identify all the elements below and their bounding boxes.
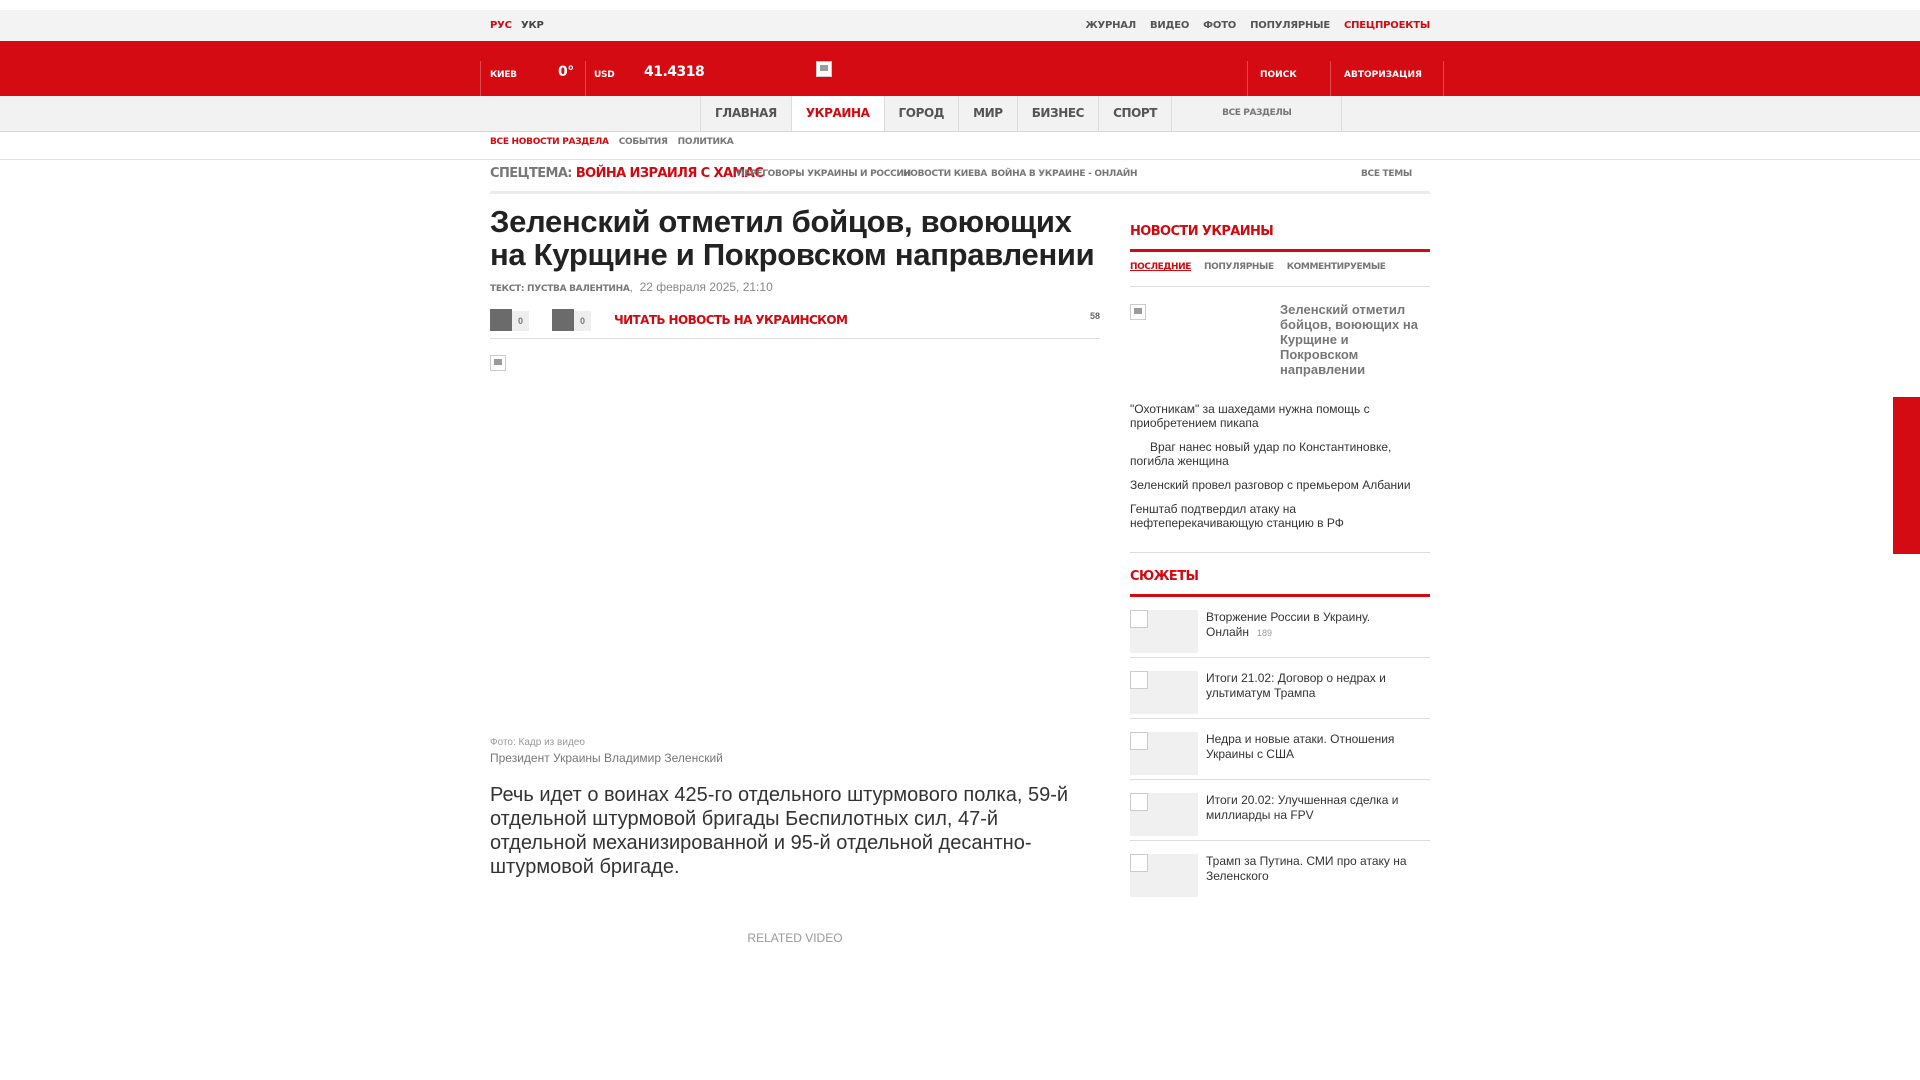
news-list [1130, 402, 1430, 553]
facebook-share-icon[interactable] [490, 309, 512, 331]
top-link-popular[interactable]: ПОПУЛЯРНЫЕ [1250, 20, 1330, 31]
news-tabs [1130, 252, 1430, 287]
lang-rus-link[interactable]: РУС [490, 20, 512, 31]
top-links [1085, 20, 1430, 31]
weather-city: КИЕВ [490, 70, 517, 80]
top-link-journal[interactable]: ЖУРНАЛ [1085, 20, 1136, 31]
broken-image-icon [490, 355, 506, 371]
share-count: 0 [512, 311, 529, 331]
nav-ukraine[interactable]: УКРАИНА [791, 96, 884, 131]
subnav-all-news[interactable]: ВСЕ НОВОСТИ РАЗДЕЛА [490, 137, 609, 147]
story-title[interactable] [1206, 610, 1430, 641]
all-topics-link[interactable]: ВСЕ ТЕМЫ [1361, 169, 1412, 179]
story-thumbnail[interactable] [1130, 793, 1198, 836]
main-nav-items [700, 96, 1342, 131]
story-item[interactable] [1130, 719, 1430, 780]
stories-block [1130, 569, 1430, 902]
topic-link-negotiations[interactable]: ПЕРЕГОВОРЫ УКРАИНЫ И РОССИИ [737, 169, 911, 179]
views-count: 58 [1089, 311, 1100, 321]
story-thumbnail[interactable] [1130, 610, 1198, 653]
article-byline: ТЕКСТ: ПУСТВА ВАЛЕНТИНА, 22 февраля 2025, 21:10 [490, 280, 773, 294]
currency-label: USD [594, 70, 615, 80]
nav-all-sections[interactable]: ВСЕ РАЗДЕЛЫ [1171, 96, 1342, 131]
article-photo [490, 355, 1100, 735]
section-subnav [490, 137, 733, 147]
header-divider [1443, 61, 1444, 96]
subnav-events[interactable]: СОБЫТИЯ [618, 137, 668, 147]
story-title[interactable]: Трамп за Путина. СМИ про атаку на Зеленского [1206, 854, 1407, 883]
special-topic-prefix: СПЕЦТЕМА: [490, 166, 572, 181]
share-count: 0 [574, 311, 591, 331]
story-title[interactable]: Итоги 20.02: Улучшенная сделка и миллиарды на FPV [1206, 793, 1399, 822]
special-topic-label [490, 166, 763, 181]
article [490, 205, 1100, 945]
divider [0, 159, 1920, 160]
language-bar [0, 10, 1920, 41]
ukraine-news-title[interactable]: НОВОСТИ УКРАИНЫ [1130, 224, 1430, 252]
nav-city[interactable]: ГОРОД [884, 96, 959, 131]
top-gap [0, 0, 1920, 10]
header-divider [1330, 61, 1331, 96]
list-item[interactable]: Зеленский провел разговор с премьером Албании [1130, 478, 1411, 492]
auth-button[interactable]: АВТОРИЗАЦИЯ [1344, 70, 1422, 80]
top-link-photo[interactable]: ФОТО [1203, 20, 1237, 31]
article-title: Зеленский отметил бойцов, воюющих на Курщине и Покровском направлении [490, 204, 1095, 272]
topic-link-war-online[interactable]: ВОЙНА В УКРАИНЕ - ОНЛАЙН [991, 169, 1138, 179]
story-item[interactable] [1130, 658, 1430, 719]
special-topics-bar [490, 166, 1430, 194]
tab-latest[interactable]: ПОСЛЕДНИЕ [1130, 262, 1192, 272]
tab-commented[interactable]: КОММЕНТИРУЕМЫЕ [1286, 262, 1386, 272]
side-feedback-tab[interactable] [1893, 397, 1920, 554]
subnav-politics[interactable]: ПОЛИТИКА [677, 137, 734, 147]
article-author[interactable]: ТЕКСТ: ПУСТВА ВАЛЕНТИНА [490, 284, 630, 294]
top-link-specprojects[interactable]: СПЕЦПРОЕКТЫ [1343, 20, 1430, 31]
photo-caption: Президент Украины Владимир Зеленский [490, 751, 723, 765]
featured-news[interactable] [1130, 287, 1430, 402]
stories-title[interactable]: СЮЖЕТЫ [1130, 569, 1430, 597]
search-button[interactable]: ПОИСК [1260, 70, 1297, 80]
site-logo-icon[interactable] [816, 61, 832, 77]
article-date: 22 февраля 2025, 21:10 [639, 280, 773, 294]
nav-business[interactable]: БИЗНЕС [1017, 96, 1098, 131]
list-item[interactable]: "Охотникам" за шахедами нужна помощь с приобретением пикапа [1130, 402, 1370, 430]
story-title[interactable]: Итоги 21.02: Договор о недрах и ультиматум Трампа [1206, 671, 1386, 700]
story-thumbnail[interactable] [1130, 732, 1198, 775]
top-link-video[interactable]: ВИДЕО [1149, 20, 1190, 31]
story-thumbnail[interactable] [1130, 854, 1198, 897]
main-nav [0, 96, 1920, 132]
header-divider [1247, 61, 1248, 96]
photo-credit: Фото: Кадр из видео [490, 737, 585, 748]
telegram-share-icon[interactable] [552, 309, 574, 331]
read-in-ukrainian-link[interactable]: ЧИТАТЬ НОВОСТЬ НА УКРАИНСКОМ [614, 313, 848, 327]
related-video-label: RELATED VIDEO [747, 931, 843, 945]
share-row [490, 309, 1100, 339]
nav-sport[interactable]: СПОРТ [1098, 96, 1171, 131]
story-item[interactable] [1130, 780, 1430, 841]
topic-link-kyiv-news[interactable]: НОВОСТИ КИЕВА [903, 169, 988, 179]
story-item[interactable] [1130, 597, 1430, 658]
list-item[interactable]: Генштаб подтвердил атаку на нефтеперекачивающую станцию в РФ [1130, 502, 1344, 530]
featured-news-title[interactable]: Зеленский отметил бойцов, воюющих на Курщине и Покровском направлении [1280, 302, 1418, 377]
sidebar [1130, 224, 1430, 902]
lang-ukr-link[interactable]: УКР [521, 20, 544, 31]
nav-world[interactable]: МИР [958, 96, 1017, 131]
tab-popular[interactable]: ПОПУЛЯРНЫЕ [1204, 262, 1274, 272]
header-divider [480, 61, 481, 96]
story-count: 189 [1256, 628, 1272, 638]
weather-temperature: 0° [558, 64, 574, 80]
story-item[interactable] [1130, 841, 1430, 902]
site-header [0, 41, 1920, 96]
header-divider [585, 61, 586, 96]
story-title-text[interactable]: Вторжение России в Украину. Онлайн [1206, 610, 1371, 639]
article-lead: Речь идет о воинах 425-го отдельного штурмового полка, 59-й отдельной штурмовой бригады Беспилотных сил, 47-й отдельной механизированной и 95-й отдельной десантно-штурмовой бригаде. [490, 784, 1069, 878]
story-title[interactable]: Недра и новые атаки. Отношения Украины с США [1206, 732, 1395, 761]
broken-image-icon [1130, 304, 1146, 320]
special-topic-link[interactable]: ВОЙНА ИЗРАИЛЯ С ХАМАС [575, 166, 764, 181]
nav-main[interactable]: ГЛАВНАЯ [700, 96, 791, 131]
story-thumbnail[interactable] [1130, 671, 1198, 714]
list-item[interactable]: Враг нанес новый удар по Константиновке, погибла женщина [1130, 440, 1392, 468]
currency-rate: 41.4318 [644, 64, 705, 80]
